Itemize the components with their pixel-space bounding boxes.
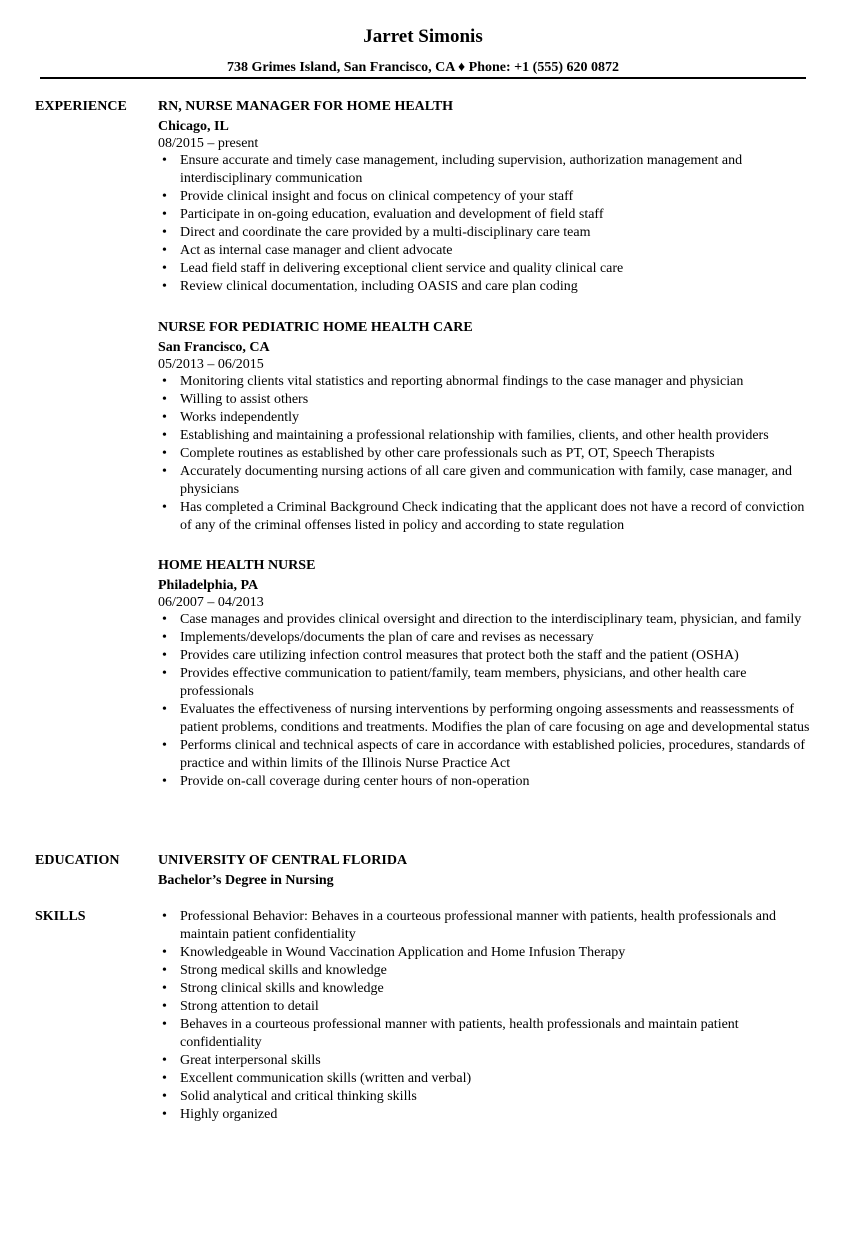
bullet-icon: • xyxy=(162,261,167,276)
list-item: • Accurately documenting nursing actions of all care given and communication with family, case manager, and physicians xyxy=(162,464,792,497)
bullet-icon: • xyxy=(162,981,167,996)
list-item: • Great interpersonal skills xyxy=(162,1053,321,1068)
list-item: • Behaves in a courteous professional manner with patients, health professionals and maintain patient confidentiality xyxy=(162,1017,739,1050)
education-section-label: EDUCATION xyxy=(35,853,120,868)
bullet-icon: • xyxy=(162,446,167,461)
bullet-icon: • xyxy=(162,999,167,1014)
list-item: • Direct and coordinate the care provided by a multi-disciplinary care team xyxy=(162,225,591,240)
list-item: • Monitoring clients vital statistics and reporting abnormal findings to the case manager and physician xyxy=(162,374,744,389)
list-item: • Complete routines as established by other care professionals such as PT, OT, Speech Therapists xyxy=(162,446,715,461)
degree: Bachelor’s Degree in Nursing xyxy=(158,873,334,888)
list-item: • Willing to assist others xyxy=(162,392,309,407)
experience-entry xyxy=(158,98,818,296)
job-dates: 06/2007 – 04/2013 xyxy=(158,595,264,610)
bullet-icon: • xyxy=(162,207,167,222)
bullet-icon: • xyxy=(162,630,167,645)
bullet-icon: • xyxy=(162,612,167,627)
list-item: • Act as internal case manager and client advocate xyxy=(162,243,453,258)
skills-list xyxy=(158,908,818,1124)
job-location: Chicago, IL xyxy=(158,119,229,134)
bullet-icon: • xyxy=(162,774,167,789)
bullet-icon: • xyxy=(162,666,167,681)
list-item: • Case manages and provides clinical oversight and direction to the interdisciplinary team, physician, and family xyxy=(162,612,802,627)
list-item: • Participate in on-going education, evaluation and development of field staff xyxy=(162,207,604,222)
list-item: • Has completed a Criminal Background Check indicating that the applicant does not have a record of conviction of any of the criminal offenses listed in policy and according to state regulation xyxy=(162,500,805,533)
skills-section-label: SKILLS xyxy=(35,909,86,924)
list-item: • Strong medical skills and knowledge xyxy=(162,963,387,978)
list-item: • Strong attention to detail xyxy=(162,999,319,1014)
job-title: HOME HEALTH NURSE xyxy=(158,558,316,573)
bullet-icon: • xyxy=(162,1053,167,1068)
bullet-icon: • xyxy=(162,909,167,924)
list-item: • Lead field staff in delivering exceptional client service and quality clinical care xyxy=(162,261,624,276)
bullet-icon: • xyxy=(162,702,167,717)
list-item: • Excellent communication skills (written and verbal) xyxy=(162,1071,472,1086)
list-item: • Provides effective communication to patient/family, team members, physicians, and other health care professionals xyxy=(162,666,747,699)
bullet-icon: • xyxy=(162,648,167,663)
list-item: • Review clinical documentation, including OASIS and care plan coding xyxy=(162,279,578,294)
bullet-icon: • xyxy=(162,392,167,407)
bullet-icon: • xyxy=(162,500,167,515)
bullet-icon: • xyxy=(162,243,167,258)
bullet-icon: • xyxy=(162,428,167,443)
job-title: NURSE FOR PEDIATRIC HOME HEALTH CARE xyxy=(158,320,473,335)
job-location: San Francisco, CA xyxy=(158,340,270,355)
job-duties-list xyxy=(158,611,818,791)
candidate-name: Jarret Simonis xyxy=(363,26,483,47)
bullet-icon: • xyxy=(162,464,167,479)
bullet-icon: • xyxy=(162,374,167,389)
experience-entry xyxy=(158,557,818,791)
experience-entry xyxy=(158,319,818,535)
list-item: • Knowledgeable in Wound Vaccination Application and Home Infusion Therapy xyxy=(162,945,626,960)
bullet-icon: • xyxy=(162,738,167,753)
job-duties-list xyxy=(158,152,818,296)
list-item: • Works independently xyxy=(162,410,300,425)
list-item: • Provide on-call coverage during center hours of non-operation xyxy=(162,774,530,789)
list-item: • Professional Behavior: Behaves in a courteous professional manner with patients, health professionals and maintain patient confidentiality xyxy=(162,909,777,942)
bullet-icon: • xyxy=(162,153,167,168)
bullet-icon: • xyxy=(162,225,167,240)
list-item: • Provides care utilizing infection control measures that protect both the staff and the patient (OSHA) xyxy=(162,648,739,663)
bullet-icon: • xyxy=(162,410,167,425)
list-item: • Provide clinical insight and focus on clinical competency of your staff xyxy=(162,189,574,204)
bullet-icon: • xyxy=(162,945,167,960)
list-item: • Strong clinical skills and knowledge xyxy=(162,981,384,996)
bullet-icon: • xyxy=(162,1107,167,1122)
bullet-icon: • xyxy=(162,1071,167,1086)
list-item: • Establishing and maintaining a professional relationship with families, clients, and other health providers xyxy=(162,428,769,443)
bullet-icon: • xyxy=(162,1017,167,1032)
list-item: • Implements/develops/documents the plan of care and revises as necessary xyxy=(162,630,594,645)
bullet-icon: • xyxy=(162,1089,167,1104)
job-dates: 08/2015 – present xyxy=(158,136,259,151)
education-entry xyxy=(158,852,818,890)
contact-line: 738 Grimes Island, San Francisco, CA ♦ Phone: +1 (555) 620 0872 xyxy=(227,60,619,75)
job-location: Philadelphia, PA xyxy=(158,578,259,593)
job-title: RN, NURSE MANAGER FOR HOME HEALTH xyxy=(158,99,454,114)
bullet-icon: • xyxy=(162,279,167,294)
school-name: UNIVERSITY OF CENTRAL FLORIDA xyxy=(158,853,408,868)
list-item: • Evaluates the effectiveness of nursing interventions by performing ongoing assessments and reassessments of patient problems, conditions and treatments. Modifies the plan of care focusing on age and developmental status xyxy=(162,702,810,735)
job-duties-list xyxy=(158,373,818,535)
list-item: • Solid analytical and critical thinking skills xyxy=(162,1089,417,1104)
list-item: • Ensure accurate and timely case management, including supervision, authorization management and interdisciplinary communication xyxy=(162,153,743,186)
list-item: • Highly organized xyxy=(162,1107,278,1122)
bullet-icon: • xyxy=(162,189,167,204)
skills-block xyxy=(158,908,818,1124)
bullet-icon: • xyxy=(162,963,167,978)
header-divider xyxy=(40,77,806,79)
job-dates: 05/2013 – 06/2015 xyxy=(158,357,264,372)
list-item: • Performs clinical and technical aspects of care in accordance with established policies, procedures, standards of practice and within limits of the Illinois Nurse Practice Act xyxy=(162,738,806,771)
experience-section-label: EXPERIENCE xyxy=(35,99,127,114)
